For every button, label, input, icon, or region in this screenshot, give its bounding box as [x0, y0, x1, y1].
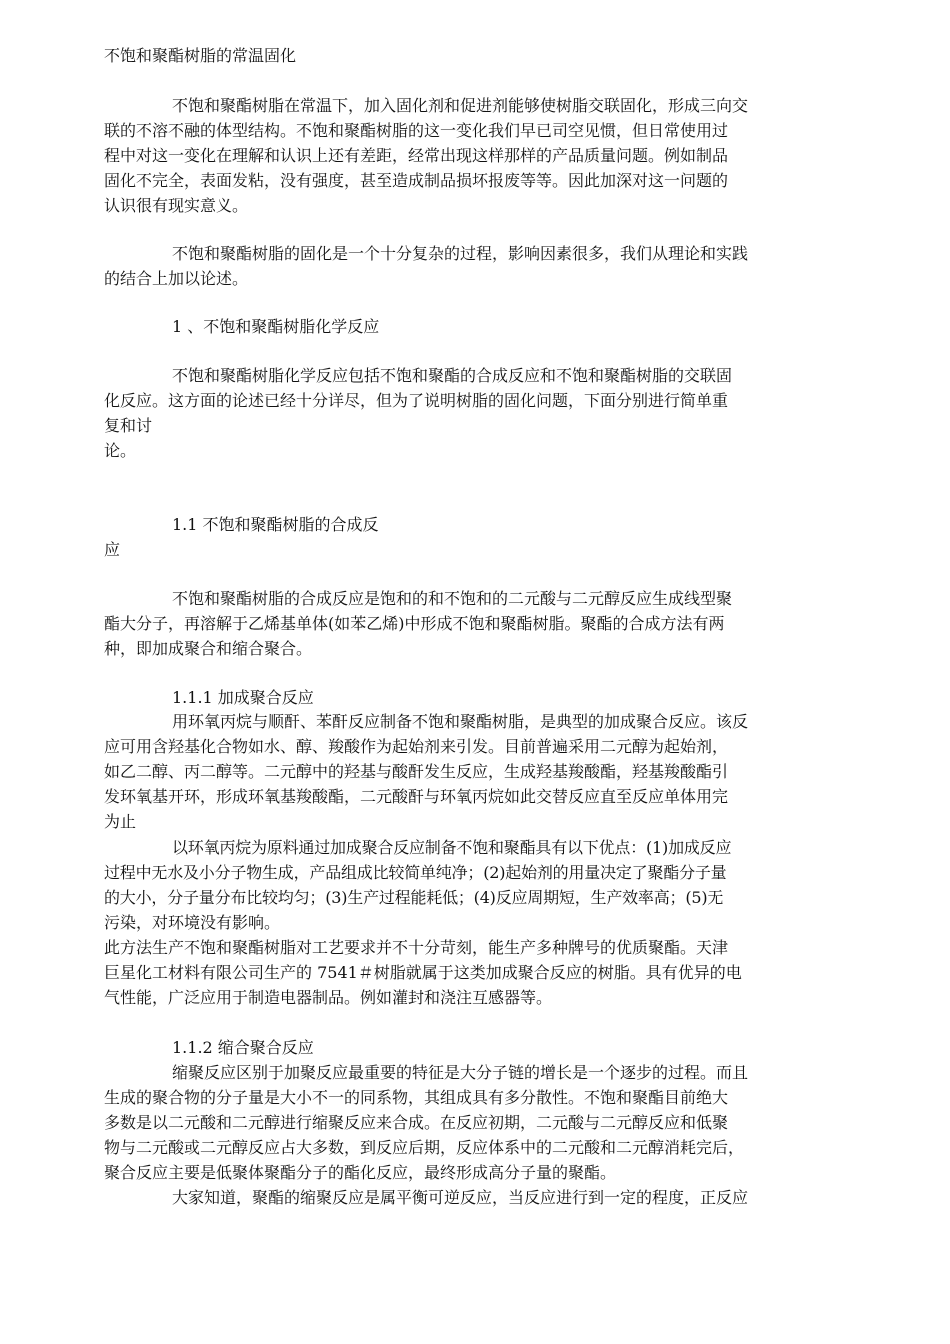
paragraph-line: 缩聚反应区别于加聚反应最重要的特征是大分子链的增长是一个逐步的过程。而且: [172, 1063, 749, 1082]
paragraph-line: 此方法生产不饱和聚酯树脂对工艺要求并不十分苛刻，能生产多种牌号的优质聚酯。天津: [104, 938, 729, 957]
paragraph-line: 不饱和聚酯树脂在常温下，加入固化剂和促进剂能够使树脂交联固化，形成三向交: [172, 96, 749, 115]
subsubsection-heading: 1.1.1 加成聚合反应: [172, 688, 314, 707]
paragraph-line: 如乙二醇、丙二醇等。二元醇中的羟基与酸酐发生反应，生成羟基羧酸酯，羟基羧酸酯引: [104, 762, 729, 781]
paragraph-line: 用环氧丙烷与顺酐、苯酐反应制备不饱和聚酯树脂，是典型的加成聚合反应。该反: [172, 712, 749, 731]
paragraph-line: 种，即加成聚合和缩合聚合。: [104, 639, 313, 658]
paragraph-line: 化反应。这方面的论述已经十分详尽，但为了说明树脂的固化问题，下面分别进行简单重: [104, 391, 729, 410]
paragraph-line: 的大小，分子量分布比较均匀；(3)生产过程能耗低；(4)反应周期短，生产效率高；(5)无: [104, 888, 724, 907]
subsection-heading: 应: [104, 540, 121, 559]
paragraph-line: 酯大分子，再溶解于乙烯基单体(如苯乙烯)中形成不饱和聚酯树脂。聚酯的合成方法有两: [104, 614, 725, 633]
paragraph-line: 为止: [104, 812, 137, 831]
paragraph-line: 论。: [104, 441, 137, 460]
paragraph-line: 过程中无水及小分子物生成，产品组成比较简单纯净；(2)起始剂的用量决定了聚酯分子量: [104, 863, 727, 882]
subsubsection-heading: 1.1.2 缩合聚合反应: [172, 1038, 314, 1057]
paragraph-line: 不饱和聚酯树脂的固化是一个十分复杂的过程，影响因素很多，我们从理论和实践: [172, 244, 749, 263]
paragraph-line: 的结合上加以论述。: [104, 269, 249, 288]
paragraph-line: 复和讨: [104, 416, 153, 435]
paragraph-line: 应可用含羟基化合物如水、醇、羧酸作为起始剂来引发。目前普遍采用二元醇为起始剂，: [104, 737, 729, 756]
document-title: 不饱和聚酯树脂的常温固化: [104, 46, 297, 65]
paragraph-line: 巨星化工材料有限公司生产的 7541＃树脂就属于这类加成聚合反应的树脂。具有优异的电: [104, 963, 742, 982]
paragraph-line: 固化不完全，表面发粘，没有强度，甚至造成制品损坏报废等等。因此加深对这一问题的: [104, 171, 729, 190]
paragraph-line: 以环氧丙烷为原料通过加成聚合反应制备不饱和聚酯具有以下优点：(1)加成反应: [172, 838, 732, 857]
paragraph-line: 不饱和聚酯树脂的合成反应是饱和的和不饱和的二元酸与二元醇反应生成线型聚: [172, 589, 733, 608]
paragraph-line: 发环氧基开环，形成环氧基羧酸酯，二元酸酐与环氧丙烷如此交替反应直至反应单体用完: [104, 787, 729, 806]
paragraph-line: 聚合反应主要是低聚体聚酯分子的酯化反应，最终形成高分子量的聚酯。: [104, 1163, 617, 1182]
paragraph-line: 不饱和聚酯树脂化学反应包括不饱和聚酯的合成反应和不饱和聚酯树脂的交联固: [172, 366, 733, 385]
paragraph-line: 联的不溶不融的体型结构。不饱和聚酯树脂的这一变化我们早已司空见惯，但日常使用过: [104, 121, 729, 140]
paragraph-line: 多数是以二元酸和二元醇进行缩聚反应来合成。在反应初期，二元酸与二元醇反应和低聚: [104, 1113, 729, 1132]
paragraph-line: 气性能，广泛应用于制造电器制品。例如灌封和浇注互感器等。: [104, 988, 553, 1007]
subsection-heading: 1.1 不饱和聚酯树脂的合成反: [172, 515, 379, 534]
section-heading: 1 、不饱和聚酯树脂化学反应: [172, 317, 380, 336]
paragraph-line: 物与二元酸或二元醇反应占大多数，到反应后期，反应体系中的二元酸和二元醇消耗完后，: [104, 1138, 745, 1157]
paragraph-line: 认识很有现实意义。: [104, 196, 249, 215]
paragraph-line: 大家知道，聚酯的缩聚反应是属平衡可逆反应，当反应进行到一定的程度，正反应: [172, 1188, 749, 1207]
paragraph-line: 污染，对环境没有影响。: [104, 913, 281, 932]
paragraph-line: 生成的聚合物的分子量是大小不一的同系物，其组成具有多分散性。不饱和聚酯目前绝大: [104, 1088, 729, 1107]
paragraph-line: 程中对这一变化在理解和认识上还有差距，经常出现这样那样的产品质量问题。例如制品: [104, 146, 729, 165]
